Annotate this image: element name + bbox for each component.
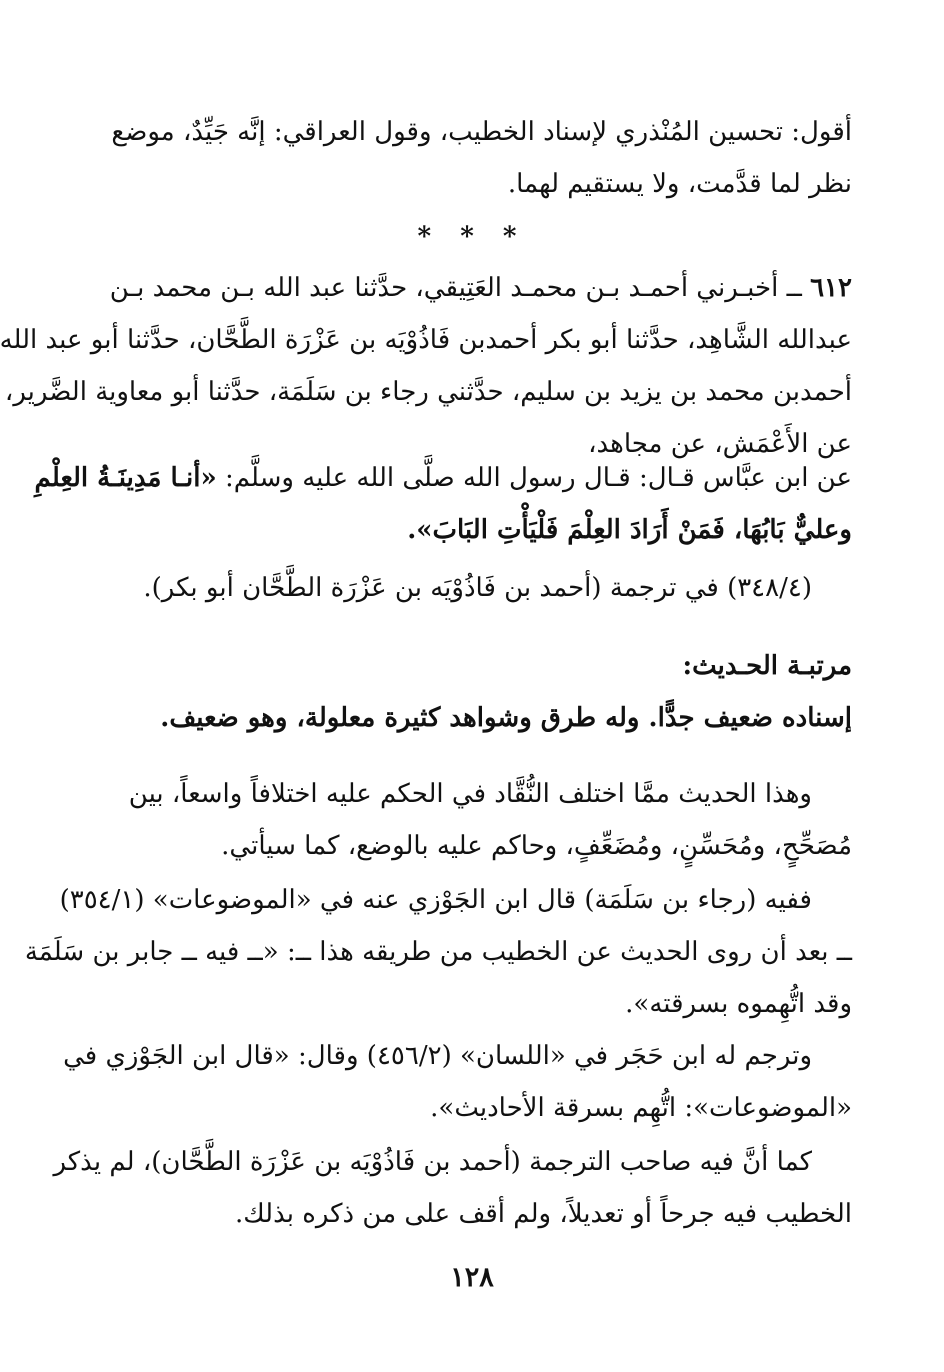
- grade-section: [90, 640, 852, 744]
- reference-line: (٣٤٨/٤) في ترجمة (أحمد بن فَاذُوْيَه بن عَزْرَة الطَّحَّان أبو بكر).: [143, 573, 812, 603]
- grade-verdict: إسناده ضعيف جدًّا. وله طرق وشواهد كثيرة معلولة، وهو ضعيف.: [160, 703, 852, 733]
- chain-text: أخبـرني أحمـد بـن محمـد العَتِيقي، حدَّثنا عبد الله بـن محمد بـن: [109, 273, 779, 303]
- final-paragraph: [53, 1136, 852, 1240]
- hadith-612: [0, 262, 852, 470]
- ibn-hajar-paragraph: [63, 1030, 852, 1134]
- hadith-quote-end: وعليٌّ بَابُهَا، فَمَنْ أَرَادَ العِلْمَ فَلْيَأْتِ البَابَ».: [407, 515, 852, 545]
- hadith-dash: ــ: [786, 273, 802, 303]
- hadith-number: ٦١٢: [810, 273, 852, 303]
- text-line: نظر لما قدَّمت، ولا يستقيم لهما.: [507, 169, 852, 199]
- hadith-text-line: [34, 452, 852, 504]
- opening-paragraph: [90, 106, 852, 210]
- hadith-chain-line: عن الأَعْمَش، عن مجاهد،: [588, 429, 852, 459]
- text-line: الخطيب فيه جرحاً أو تعديلاً، ولم أقف على من ذكره بذلك.: [234, 1199, 852, 1229]
- hadith-reference: [90, 562, 852, 614]
- hadith-quote-start: «أنـا مَدِينَـةُ العِلْمِ: [34, 463, 217, 493]
- text-line: وقد اتُّهِموه بسرقته».: [625, 989, 852, 1019]
- hadith-chain-line: أحمدبن محمد بن يزيد بن سليم، حدَّثني رجاء بن سَلَمَة، حدَّثنا أبو معاوية الضَّرير،: [4, 377, 852, 407]
- text-line: أقول: تحسين المُنْذري لإسناد الخطيب، وقول العراقي: إنَّه جَيِّدٌ، موضع: [111, 117, 852, 147]
- raja-paragraph: [24, 874, 852, 1030]
- scholars-paragraph: [90, 768, 852, 872]
- page-number: ١٢٨: [450, 1262, 494, 1293]
- hadith-intro: عن ابن عبَّاس قـال: قـال رسول الله صلَّى الله عليه وسلَّم:: [224, 463, 852, 493]
- section-separator: * * *: [417, 222, 527, 252]
- text-line: وترجم له ابن حَجَر في «اللسان» (٤٥٦/٢) وقال: «قال ابن الجَوْزي في: [63, 1041, 812, 1071]
- text-line: «الموضوعات»: اتُّهِم بسرقة الأحاديث».: [430, 1093, 852, 1123]
- text-line: ففيه (رجاء بن سَلَمَة) قال ابن الجَوْزي عنه في «الموضوعات» (٣٥٤/١): [59, 885, 812, 915]
- text-line: كما أنَّ فيه صاحب الترجمة (أحمد بن فَاذُوْيَه بن عَزْرَة الطَّحَّان)، لم يذكر: [53, 1147, 812, 1177]
- grade-heading: مرتبـة الحـديث:: [682, 651, 852, 681]
- text-line: مُصَحِّحٍ، ومُحَسِّنٍ، ومُضَعِّفٍ، وحاكم عليه بالوضع، كما سيأتي.: [221, 831, 852, 861]
- text-line: وهذا الحديث ممَّا اختلف النُّقَّاد في الحكم عليه اختلافاً واسعاً، بين: [128, 779, 812, 809]
- hadith-chain-line: [90, 262, 852, 314]
- hadith-chain-line: عبدالله الشَّاهِد، حدَّثنا أبو بكر أحمدبن فَاذُوْيَه بن عَزْرَة الطَّحَّان، حدَّثنا أبو عبد الله: [0, 325, 852, 355]
- text-line: ــ بعد أن روى الحديث عن الخطيب من طريقه هذا ــ: «ــ فيه ــ جابر بن سَلَمَة: [24, 937, 852, 967]
- hadith-text: [34, 452, 852, 556]
